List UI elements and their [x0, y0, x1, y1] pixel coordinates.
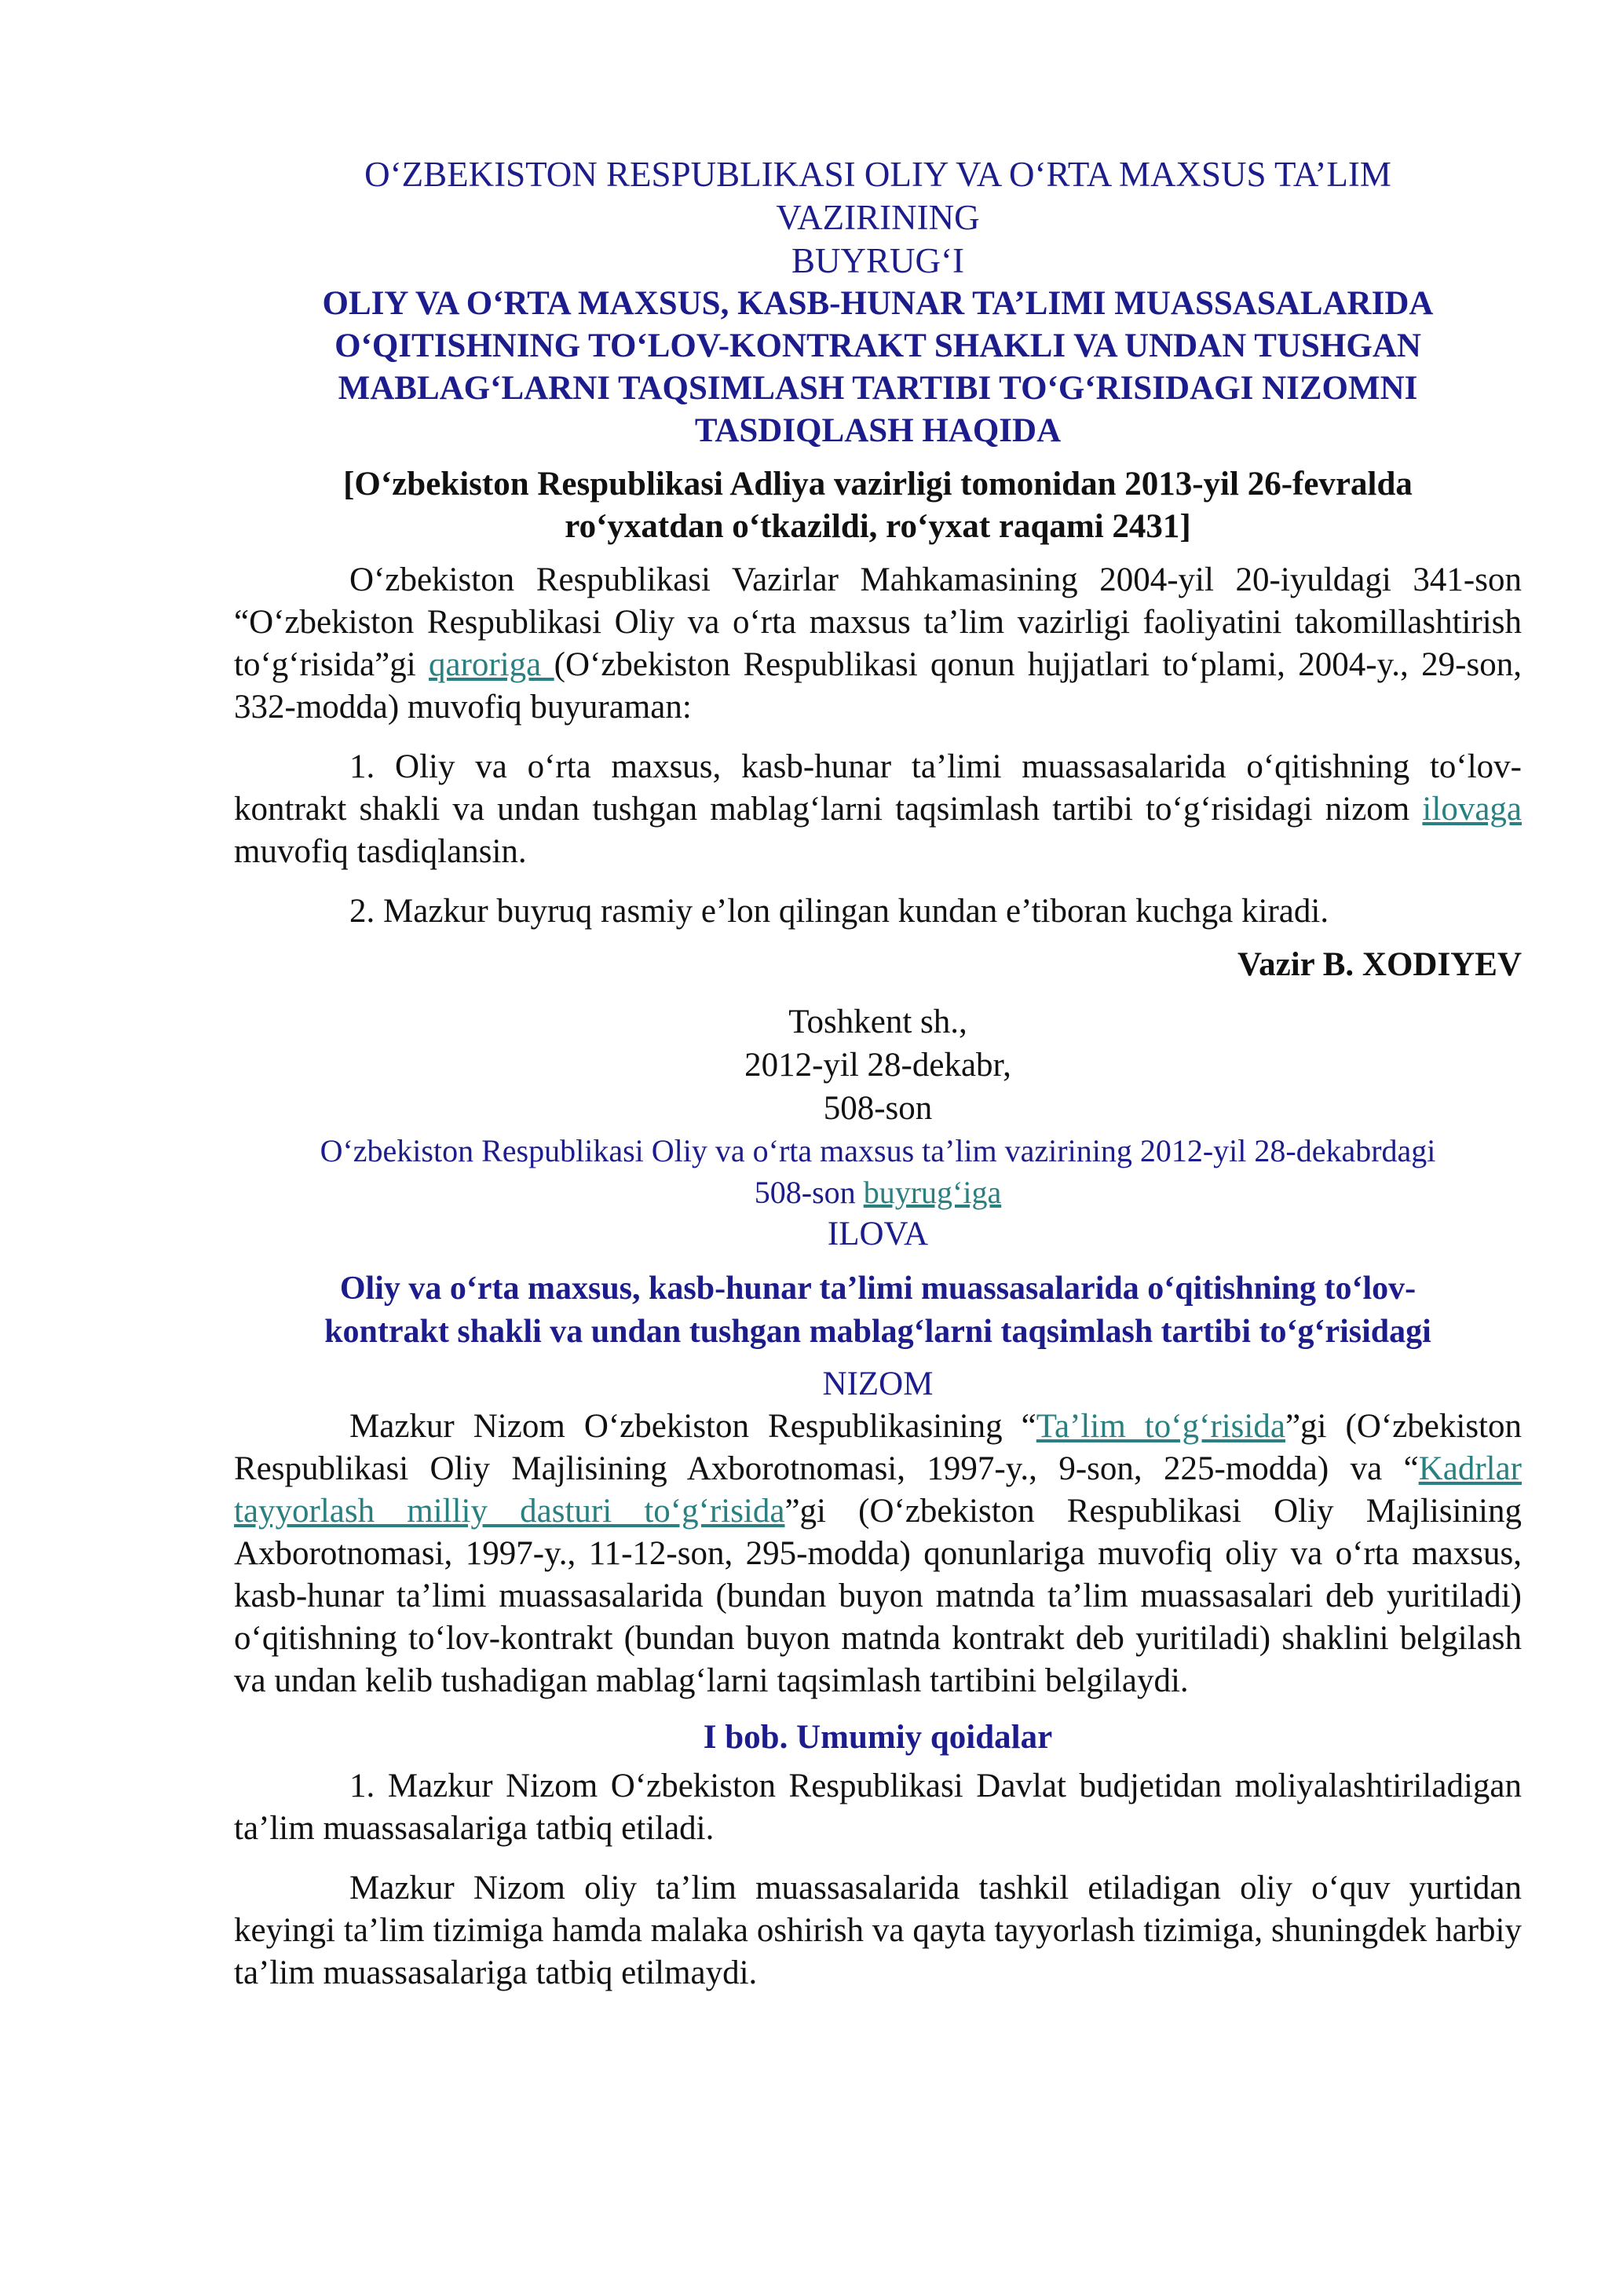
- annex-line: O‘zbekiston Respublikasi Oliy va o‘rta maxsus ta’lim vazirining 2012-yil 28-dekabrdagi: [320, 1133, 1436, 1168]
- place-date-block: [234, 1000, 1522, 1130]
- order-label: BUYRUG‘I: [791, 241, 964, 280]
- regulation-title: [234, 1267, 1522, 1354]
- chapter-1-paragraph-1: 1. Mazkur Nizom O‘zbekiston Respublikasi Davlat budjetidan moliyalashtiriladigan ta’lim muassasalariga tatbiq etiladi.: [234, 1768, 1522, 1847]
- preamble-text: O‘zbekiston Respublikasi Vazirlar Mahkamasining 2004-yil 20-iyuldagi 341-son “O‘zbekiston Respublikasi Oliy va o‘rta maxsus ta’lim vazirligi faoliyatini takomillashtirish to‘g‘risida”gi: [234, 561, 1522, 683]
- title-line: OLIY VA O‘RTA MAXSUS, KASB-HUNAR TA’LIMI MUASSASALARIDA: [322, 285, 1434, 322]
- item-1-text: 1. Oliy va o‘rta maxsus, kasb-hunar ta’limi muassasalarida o‘qitishning to‘lov-kontrakt shakli va undan tushgan mablag‘larni taqsimlash tartibi to‘g‘risidagi nizom: [234, 748, 1522, 828]
- order-number: 508-son: [823, 1090, 933, 1127]
- order-title: [234, 283, 1522, 452]
- regulation-title-line: kontrakt shakli va undan tushgan mablag‘larni taqsimlash tartibi to‘g‘risidagi: [324, 1314, 1431, 1350]
- education-law-link[interactable]: Ta’lim to‘g‘risida: [1036, 1408, 1285, 1445]
- item-1-text-end: muvofiq tasdiqlansin.: [234, 833, 527, 870]
- title-line: TASDIQLASH HAQIDA: [694, 412, 1062, 449]
- order-header: [234, 153, 1522, 283]
- signature: Vazir B. XODIYEV: [1237, 946, 1522, 983]
- registration-note: [234, 463, 1522, 548]
- preamble-text-end: (O‘zbekiston Respublikasi qonun hujjatlari to‘plami, 2004-y., 29-son, 332-modda) muvofiq buyuraman:: [234, 646, 1522, 726]
- date: 2012-yil 28-dekabr,: [744, 1047, 1011, 1084]
- preamble-paragraph: [234, 559, 1522, 729]
- chapter-1-title: I bob. Umumiy qoidalar: [703, 1719, 1053, 1756]
- ministry-line-2: VAZIRINING: [776, 198, 980, 237]
- item-2-paragraph: 2. Mazkur buyruq rasmiy e’lon qilingan kundan e’tiboran kuchga kiradi.: [349, 893, 1329, 930]
- document-page: [234, 153, 1522, 1994]
- ministry-line: O‘ZBEKISTON RESPUBLIKASI OLIY VA O‘RTA MAXSUS TA’LIM: [364, 155, 1391, 194]
- intro-text-3: ”gi (O‘zbekiston Respublikasi Oliy Majlisining Axborotnomasi, 1997-y., 11-12-son, 295-modda) qonunlariga muvofiq oliy va o‘rta maxsus, kasb-hunar ta’limi muassasalarida (bundan buyon matnda ta’lim muassasalari deb yuritiladi) o‘qitishning to‘lov-kontrakt (bundan buyon matnda kontrakt deb yuritiladi) shaklini belgilash va undan kelib tushadigan mablag‘larni taqsimlash tartibini belgilaydi.: [234, 1493, 1522, 1699]
- regulation-title-line: Oliy va o‘rta maxsus, kasb-hunar ta’limi muassasalarida o‘qitishning to‘lov-: [339, 1270, 1416, 1307]
- title-line: O‘QITISHNING TO‘LOV-KONTRAKT SHAKLI VA UNDAN TUSHGAN: [334, 327, 1421, 364]
- registration-line: [O‘zbekiston Respublikasi Adliya vazirligi tomonidan 2013-yil 26-fevralda: [343, 466, 1413, 503]
- regulation-label: NIZOM: [822, 1366, 934, 1402]
- annex-heading: [234, 1130, 1522, 1255]
- item-1-paragraph: [234, 746, 1522, 873]
- annex-line-2: [234, 1172, 1522, 1213]
- annex-link[interactable]: ilovaga: [1422, 791, 1522, 828]
- chapter-1-paragraph-2: Mazkur Nizom oliy ta’lim muassasalarida tashkil etiladigan oliy o‘quv yurtidan keyingi ta’lim tizimiga hamda malaka oshirish va qayta tayyorlash tizimiga, shuningdek harbiy ta’lim muassasalariga tatbiq etilmaydi.: [234, 1870, 1522, 1991]
- personnel-program-link[interactable]: Kadrlar tayyorlash milliy dasturi to‘g‘risida: [234, 1450, 1522, 1530]
- title-line: MABLAG‘LARNI TAQSIMLASH TARTIBI TO‘G‘RISIDAGI NIZOMNI: [338, 370, 1418, 407]
- intro-paragraph: [234, 1406, 1522, 1702]
- registration-line: ro‘yxatdan o‘tkazildi, ro‘yxat raqami 2431]: [565, 508, 1191, 545]
- city: Toshkent sh.,: [788, 1004, 967, 1040]
- order-link[interactable]: buyrug‘iga: [863, 1175, 1002, 1210]
- annex-label: ILOVA: [827, 1216, 929, 1252]
- annex-number: 508-son: [754, 1175, 864, 1210]
- intro-text-2: ”gi (O‘zbekiston Respublikasi Oliy Majlisining Axborotnomasi, 1997-y., 9-son, 225-modda) va “: [234, 1408, 1522, 1487]
- intro-text: Mazkur Nizom O‘zbekiston Respublikasining “: [349, 1408, 1036, 1445]
- resolution-link[interactable]: qaroriga: [429, 646, 554, 683]
